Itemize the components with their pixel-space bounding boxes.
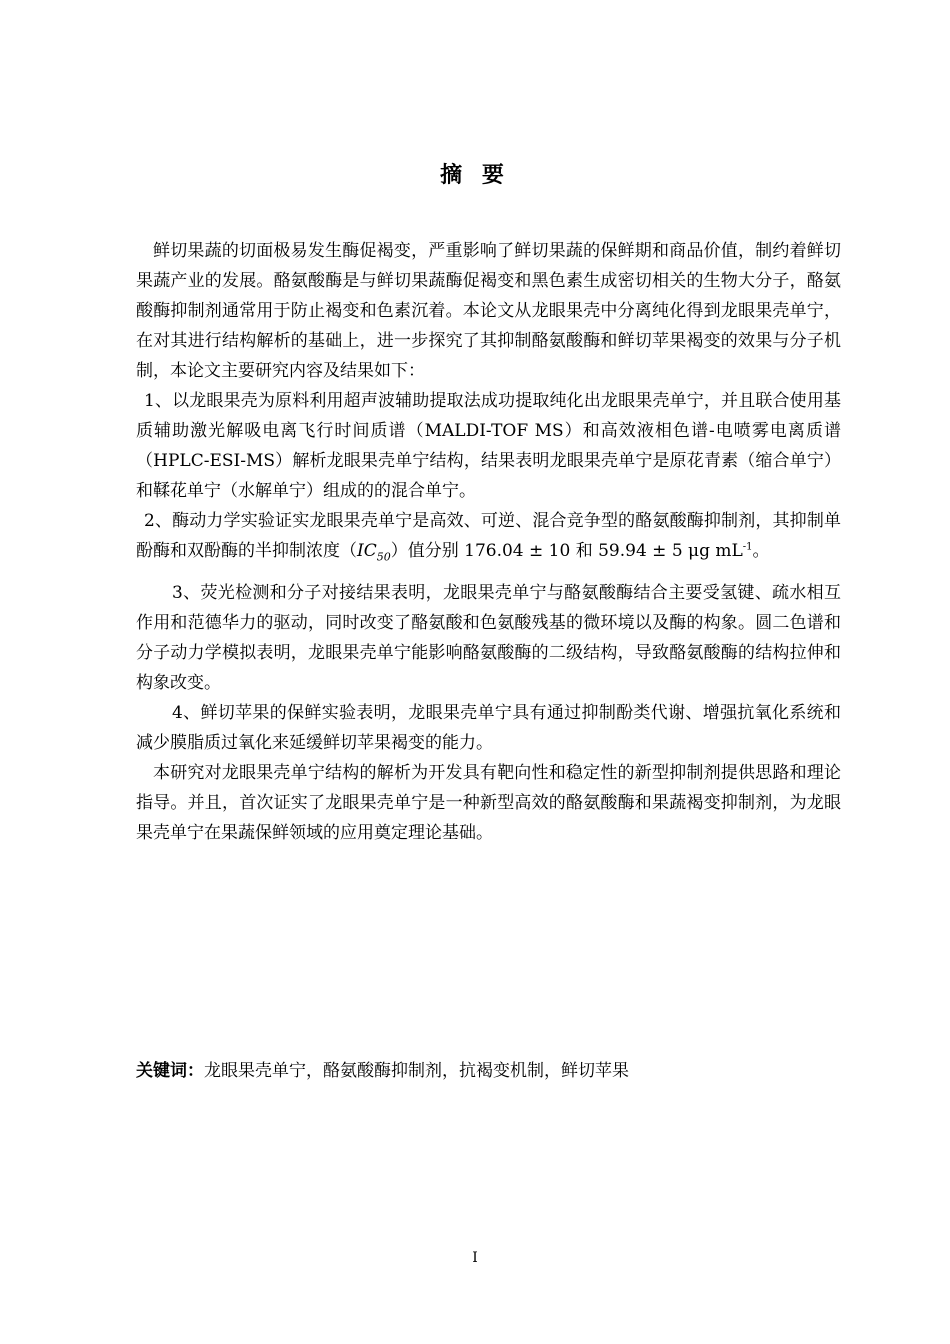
ic-label: IC [357,541,377,561]
abstract-body [136,236,841,848]
result-item-4: 4、鲜切苹果的保鲜实验表明，龙眼果壳单宁具有通过抑制酚类代谢、增强抗氧化系统和减少膜脂质过氧化来延缓鲜切苹果褐变的能力。 [136,703,841,754]
result-item-2-text-b: ）值分别 176.04 ± 10 和 59.94 ± 5 μg mL [390,541,743,561]
conclusion-paragraph: 本研究对龙眼果壳单宁结构的解析为开发具有靶向性和稳定性的新型抑制剂提供思路和理论指导。并且，首次证实了龙眼果壳单宁是一种新型高效的酪氨酸酶和果蔬褐变抑制剂，为龙眼果壳单宁在果蔬保鲜领域的应用奠定理论基础。 [136,763,841,844]
ic-subscript: 50 [376,550,391,564]
keywords-text: 龙眼果壳单宁，酪氨酸酶抑制剂，抗褐变机制，鲜切苹果 [204,1061,629,1081]
result-item-2-text-end: 。 [752,541,770,561]
result-item-1: 1、以龙眼果壳为原料利用超声波辅助提取法成功提取纯化出龙眼果壳单宁，并且联合使用基质辅助激光解吸电离飞行时间质谱（MALDI-TOF MS）和高效液相色谱-电喷雾电离质谱（HPLC-ESI-MS）解析龙眼果壳单宁结构，结果表明龙眼果壳单宁是原花青素（缩合单宁）和鞣花单宁（水解单宁）组成的的混合单宁。 [136,391,841,501]
result-item-3: 3、荧光检测和分子对接结果表明，龙眼果壳单宁与酪氨酸酶结合主要受氢键、疏水相互作用和范德华力的驱动，同时改变了酪氨酸和色氨酸残基的微环境以及酶的构象。圆二色谱和分子动力学模拟表明，龙眼果壳单宁能影响酪氨酸酶的二级结构，导致酪氨酸酶的结构拉伸和构象改变。 [136,583,841,694]
result-item-2-text-a: 2、酶动力学实验证实龙眼果壳单宁是高效、可逆、混合竞争型的酪氨酸酶抑制剂，其抑制单酚酶和双酚酶的半抑制浓度（ [136,511,841,561]
keywords-label: 关键词： [136,1061,204,1081]
page-number: I [472,1250,478,1266]
page-title: 摘 要 [440,163,510,188]
ic50-symbol [357,541,391,564]
intro-paragraph: 鲜切果蔬的切面极易发生酶促褐变，严重影响了鲜切果蔬的保鲜期和商品价值，制约着鲜切果蔬产业的发展。酪氨酸酶是与鲜切果蔬酶促褐变和黑色素生成密切相关的生物大分子，酪氨酸酶抑制剂通常用于防止褐变和色素沉着。本论文从龙眼果壳中分离纯化得到龙眼果壳单宁，在对其进行结构解析的基础上，进一步探究了其抑制酪氨酸酶和鲜切苹果褐变的效果与分子机制，本论文主要研究内容及结果如下： [136,241,841,381]
result-item-2 [136,506,841,572]
unit-superscript: -1 [742,541,753,553]
keywords-line [136,1056,629,1086]
